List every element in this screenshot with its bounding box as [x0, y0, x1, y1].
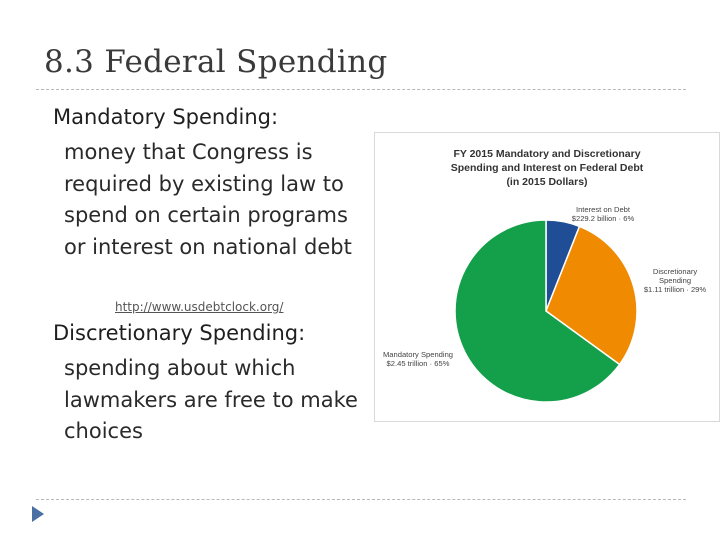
label-mandatory: $2.45 trillion · 65%: [386, 359, 450, 368]
source-link[interactable]: http://www.usdebtclock.org/: [115, 300, 284, 314]
label-interest: $229.2 billion · 6%: [571, 214, 635, 223]
top-divider: [36, 89, 686, 90]
label-discretionary: $1.11 trillion · 29%: [643, 285, 707, 294]
spending-pie-chart: [374, 132, 720, 422]
pie-chart-svg: [375, 133, 719, 421]
discretionary-definition: spending about which lawmakers are free to make choices: [64, 356, 358, 443]
label-mandatory: Mandatory Spending: [382, 350, 454, 359]
label-interest: Interest on Debt: [575, 205, 631, 214]
chart-title-line: Spending and Interest on Federal Debt: [450, 162, 644, 174]
chart-title-line: (in 2015 Dollars): [506, 176, 588, 188]
discretionary-term: Discretionary Spending:: [53, 321, 306, 345]
chart-title-line: FY 2015 Mandatory and Discretionary: [453, 148, 641, 160]
mandatory-definition: money that Congress is required by existing law to spend on certain programs or interest on national debt: [64, 140, 352, 259]
next-slide-arrow-icon[interactable]: [32, 506, 44, 522]
slide-title: 8.3 Federal Spending: [44, 44, 388, 80]
mandatory-term: Mandatory Spending:: [53, 105, 279, 129]
label-discretionary: Discretionary: [652, 267, 698, 276]
bottom-divider: [36, 499, 686, 500]
label-discretionary: Spending: [658, 276, 692, 285]
